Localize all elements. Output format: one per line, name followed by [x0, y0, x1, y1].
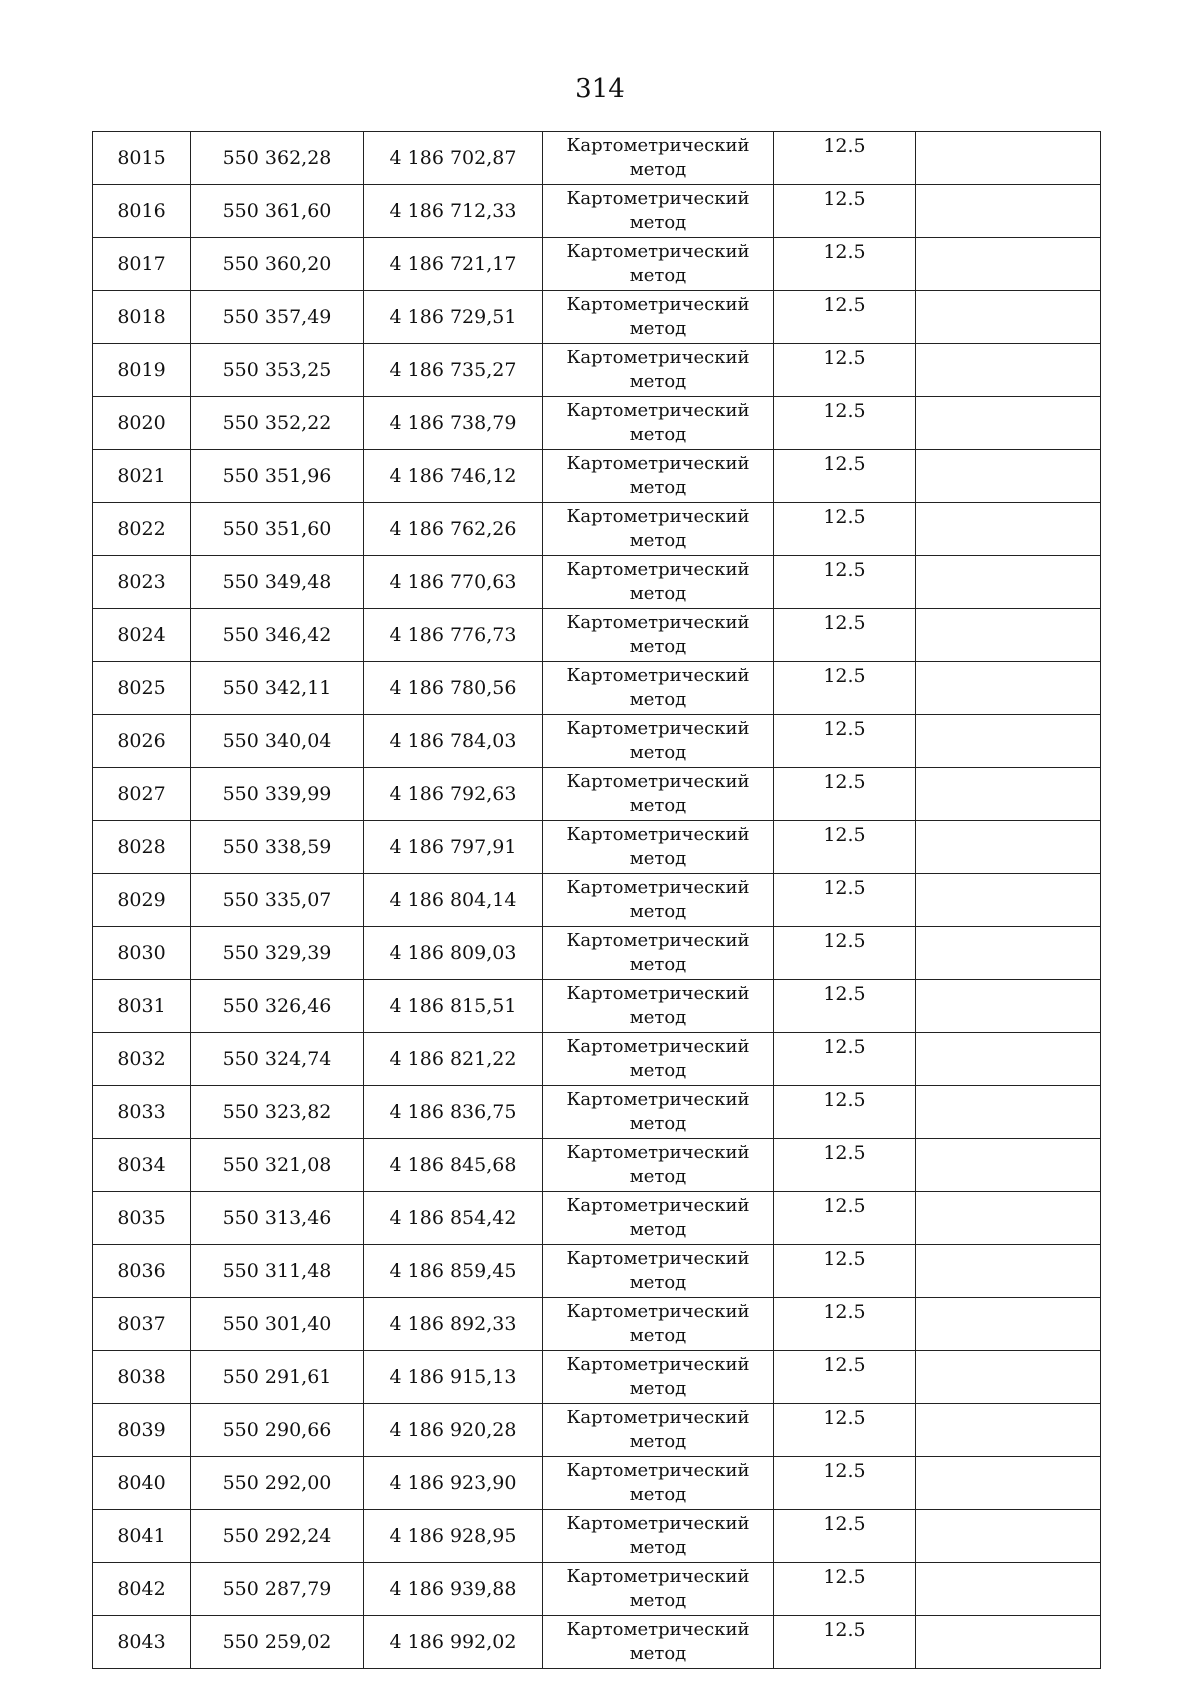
method-line-1: Картометрический — [566, 1566, 750, 1587]
y-coordinate-cell: 4 186 892,33 — [364, 1298, 543, 1351]
table-row — [93, 291, 1101, 344]
method-line-2: метод — [629, 371, 687, 392]
method-line-1: Картометрический — [566, 1619, 750, 1640]
x-coordinate-cell: 550 335,07 — [191, 874, 364, 927]
x-coordinate-cell: 550 351,60 — [191, 503, 364, 556]
method-line-2: метод — [629, 1007, 687, 1028]
method-cell — [543, 821, 774, 874]
method-line-1: Картометрический — [566, 983, 750, 1004]
method-line-2: метод — [629, 954, 687, 975]
note-cell — [916, 874, 1101, 927]
method-line-2: метод — [629, 1325, 687, 1346]
x-coordinate-cell: 550 301,40 — [191, 1298, 364, 1351]
method-line-2: метод — [629, 318, 687, 339]
method-line-1: Картометрический — [566, 1460, 750, 1481]
x-coordinate-cell: 550 329,39 — [191, 927, 364, 980]
accuracy-cell: 12.5 — [774, 556, 916, 609]
method-line-2: метод — [629, 1431, 687, 1452]
y-coordinate-cell: 4 186 797,91 — [364, 821, 543, 874]
y-coordinate-cell: 4 186 920,28 — [364, 1404, 543, 1457]
x-coordinate-cell: 550 291,61 — [191, 1351, 364, 1404]
point-number-cell: 8030 — [93, 927, 191, 980]
method-line-2: метод — [629, 583, 687, 604]
note-cell — [916, 1457, 1101, 1510]
note-cell — [916, 715, 1101, 768]
method-line-2: метод — [629, 424, 687, 445]
method-cell — [543, 874, 774, 927]
note-cell — [916, 1192, 1101, 1245]
method-cell — [543, 1192, 774, 1245]
note-cell — [916, 503, 1101, 556]
y-coordinate-cell: 4 186 859,45 — [364, 1245, 543, 1298]
method-line-1: Картометрический — [566, 1089, 750, 1110]
method-cell — [543, 1563, 774, 1616]
method-line-1: Картометрический — [566, 1354, 750, 1375]
x-coordinate-cell: 550 311,48 — [191, 1245, 364, 1298]
method-cell — [543, 927, 774, 980]
x-coordinate-cell: 550 340,04 — [191, 715, 364, 768]
accuracy-cell: 12.5 — [774, 238, 916, 291]
note-cell — [916, 980, 1101, 1033]
method-line-1: Картометрический — [566, 612, 750, 633]
point-number-cell: 8031 — [93, 980, 191, 1033]
method-line-1: Картометрический — [566, 347, 750, 368]
accuracy-cell: 12.5 — [774, 1351, 916, 1404]
accuracy-cell: 12.5 — [774, 1404, 916, 1457]
y-coordinate-cell: 4 186 821,22 — [364, 1033, 543, 1086]
note-cell — [916, 927, 1101, 980]
accuracy-cell: 12.5 — [774, 450, 916, 503]
note-cell — [916, 1298, 1101, 1351]
method-line-2: метод — [629, 159, 687, 180]
table-row — [93, 1563, 1101, 1616]
method-cell — [543, 1510, 774, 1563]
point-number-cell: 8037 — [93, 1298, 191, 1351]
note-cell — [916, 1510, 1101, 1563]
method-line-1: Картометрический — [566, 1248, 750, 1269]
method-line-1: Картометрический — [566, 1142, 750, 1163]
y-coordinate-cell: 4 186 735,27 — [364, 344, 543, 397]
table-row — [93, 132, 1101, 185]
point-number-cell: 8015 — [93, 132, 191, 185]
method-cell — [543, 1351, 774, 1404]
x-coordinate-cell: 550 361,60 — [191, 185, 364, 238]
note-cell — [916, 1351, 1101, 1404]
y-coordinate-cell: 4 186 792,63 — [364, 768, 543, 821]
y-coordinate-cell: 4 186 928,95 — [364, 1510, 543, 1563]
method-cell — [543, 397, 774, 450]
method-line-1: Картометрический — [566, 718, 750, 739]
note-cell — [916, 1033, 1101, 1086]
table-row — [93, 1139, 1101, 1192]
x-coordinate-cell: 550 259,02 — [191, 1616, 364, 1669]
point-number-cell: 8039 — [93, 1404, 191, 1457]
table-row — [93, 768, 1101, 821]
method-cell — [543, 185, 774, 238]
table-row — [93, 1033, 1101, 1086]
accuracy-cell: 12.5 — [774, 1033, 916, 1086]
method-cell — [543, 1298, 774, 1351]
y-coordinate-cell: 4 186 845,68 — [364, 1139, 543, 1192]
x-coordinate-cell: 550 342,11 — [191, 662, 364, 715]
table-row — [93, 185, 1101, 238]
method-line-1: Картометрический — [566, 771, 750, 792]
x-coordinate-cell: 550 292,00 — [191, 1457, 364, 1510]
x-coordinate-cell: 550 338,59 — [191, 821, 364, 874]
y-coordinate-cell: 4 186 923,90 — [364, 1457, 543, 1510]
y-coordinate-cell: 4 186 780,56 — [364, 662, 543, 715]
page-number: 314 — [575, 74, 625, 104]
method-line-1: Картометрический — [566, 559, 750, 580]
x-coordinate-cell: 550 323,82 — [191, 1086, 364, 1139]
table-row — [93, 1192, 1101, 1245]
accuracy-cell: 12.5 — [774, 397, 916, 450]
method-line-1: Картометрический — [566, 877, 750, 898]
method-line-1: Картометрический — [566, 453, 750, 474]
method-line-1: Картометрический — [566, 1513, 750, 1534]
x-coordinate-cell: 550 292,24 — [191, 1510, 364, 1563]
method-line-2: метод — [629, 1590, 687, 1611]
table-row — [93, 927, 1101, 980]
method-line-2: метод — [629, 1113, 687, 1134]
x-coordinate-cell: 550 362,28 — [191, 132, 364, 185]
y-coordinate-cell: 4 186 939,88 — [364, 1563, 543, 1616]
method-line-2: метод — [629, 1166, 687, 1187]
x-coordinate-cell: 550 352,22 — [191, 397, 364, 450]
point-number-cell: 8026 — [93, 715, 191, 768]
method-line-2: метод — [629, 1378, 687, 1399]
method-line-2: метод — [629, 848, 687, 869]
method-cell — [543, 1616, 774, 1669]
y-coordinate-cell: 4 186 712,33 — [364, 185, 543, 238]
method-cell — [543, 980, 774, 1033]
y-coordinate-cell: 4 186 738,79 — [364, 397, 543, 450]
table-row — [93, 1351, 1101, 1404]
accuracy-cell: 12.5 — [774, 1192, 916, 1245]
accuracy-cell: 12.5 — [774, 1245, 916, 1298]
method-line-1: Картометрический — [566, 824, 750, 845]
note-cell — [916, 397, 1101, 450]
y-coordinate-cell: 4 186 729,51 — [364, 291, 543, 344]
accuracy-cell: 12.5 — [774, 1563, 916, 1616]
method-cell — [543, 1139, 774, 1192]
method-cell — [543, 609, 774, 662]
x-coordinate-cell: 550 349,48 — [191, 556, 364, 609]
y-coordinate-cell: 4 186 784,03 — [364, 715, 543, 768]
method-line-1: Картометрический — [566, 1195, 750, 1216]
method-line-2: метод — [629, 1537, 687, 1558]
accuracy-cell: 12.5 — [774, 1086, 916, 1139]
accuracy-cell: 12.5 — [774, 609, 916, 662]
method-line-1: Картометрический — [566, 400, 750, 421]
accuracy-cell: 12.5 — [774, 132, 916, 185]
method-line-1: Картометрический — [566, 241, 750, 262]
note-cell — [916, 609, 1101, 662]
table-row — [93, 1086, 1101, 1139]
x-coordinate-cell: 550 321,08 — [191, 1139, 364, 1192]
point-number-cell: 8043 — [93, 1616, 191, 1669]
y-coordinate-cell: 4 186 804,14 — [364, 874, 543, 927]
x-coordinate-cell: 550 326,46 — [191, 980, 364, 1033]
accuracy-cell: 12.5 — [774, 1510, 916, 1563]
accuracy-cell: 12.5 — [774, 874, 916, 927]
coordinates-table — [92, 131, 1101, 1669]
point-number-cell: 8024 — [93, 609, 191, 662]
method-line-2: метод — [629, 1060, 687, 1081]
table-row — [93, 1298, 1101, 1351]
point-number-cell: 8041 — [93, 1510, 191, 1563]
method-line-1: Картометрический — [566, 294, 750, 315]
note-cell — [916, 238, 1101, 291]
point-number-cell: 8016 — [93, 185, 191, 238]
method-cell — [543, 1245, 774, 1298]
point-number-cell: 8017 — [93, 238, 191, 291]
accuracy-cell: 12.5 — [774, 1139, 916, 1192]
note-cell — [916, 662, 1101, 715]
method-cell — [543, 662, 774, 715]
note-cell — [916, 821, 1101, 874]
table-row — [93, 556, 1101, 609]
point-number-cell: 8029 — [93, 874, 191, 927]
point-number-cell: 8032 — [93, 1033, 191, 1086]
method-line-2: метод — [629, 795, 687, 816]
table-row — [93, 609, 1101, 662]
x-coordinate-cell: 550 357,49 — [191, 291, 364, 344]
table-row — [93, 1404, 1101, 1457]
table-row — [93, 1245, 1101, 1298]
method-cell — [543, 503, 774, 556]
accuracy-cell: 12.5 — [774, 185, 916, 238]
method-cell — [543, 1404, 774, 1457]
y-coordinate-cell: 4 186 992,02 — [364, 1616, 543, 1669]
accuracy-cell: 12.5 — [774, 1457, 916, 1510]
method-line-1: Картометрический — [566, 1036, 750, 1057]
accuracy-cell: 12.5 — [774, 662, 916, 715]
accuracy-cell: 12.5 — [774, 1616, 916, 1669]
y-coordinate-cell: 4 186 702,87 — [364, 132, 543, 185]
method-line-2: метод — [629, 901, 687, 922]
point-number-cell: 8025 — [93, 662, 191, 715]
method-line-2: метод — [629, 212, 687, 233]
accuracy-cell: 12.5 — [774, 927, 916, 980]
method-line-2: метод — [629, 1484, 687, 1505]
note-cell — [916, 185, 1101, 238]
method-cell — [543, 450, 774, 503]
note-cell — [916, 450, 1101, 503]
point-number-cell: 8042 — [93, 1563, 191, 1616]
point-number-cell: 8034 — [93, 1139, 191, 1192]
x-coordinate-cell: 550 351,96 — [191, 450, 364, 503]
method-cell — [543, 1033, 774, 1086]
x-coordinate-cell: 550 290,66 — [191, 1404, 364, 1457]
point-number-cell: 8028 — [93, 821, 191, 874]
table-row — [93, 874, 1101, 927]
method-line-2: метод — [629, 477, 687, 498]
table-row — [93, 1616, 1101, 1669]
accuracy-cell: 12.5 — [774, 768, 916, 821]
table-row — [93, 503, 1101, 556]
method-line-1: Картометрический — [566, 506, 750, 527]
note-cell — [916, 132, 1101, 185]
note-cell — [916, 291, 1101, 344]
method-line-2: метод — [629, 265, 687, 286]
table-row — [93, 397, 1101, 450]
x-coordinate-cell: 550 287,79 — [191, 1563, 364, 1616]
point-number-cell: 8019 — [93, 344, 191, 397]
note-cell — [916, 344, 1101, 397]
accuracy-cell: 12.5 — [774, 715, 916, 768]
accuracy-cell: 12.5 — [774, 344, 916, 397]
point-number-cell: 8023 — [93, 556, 191, 609]
method-line-1: Картометрический — [566, 188, 750, 209]
point-number-cell: 8027 — [93, 768, 191, 821]
table-row — [93, 344, 1101, 397]
table-row — [93, 238, 1101, 291]
point-number-cell: 8036 — [93, 1245, 191, 1298]
table-row — [93, 1457, 1101, 1510]
method-line-1: Картометрический — [566, 665, 750, 686]
method-cell — [543, 715, 774, 768]
y-coordinate-cell: 4 186 770,63 — [364, 556, 543, 609]
method-cell — [543, 1457, 774, 1510]
x-coordinate-cell: 550 339,99 — [191, 768, 364, 821]
x-coordinate-cell: 550 360,20 — [191, 238, 364, 291]
method-line-1: Картометрический — [566, 1301, 750, 1322]
note-cell — [916, 556, 1101, 609]
method-cell — [543, 1086, 774, 1139]
y-coordinate-cell: 4 186 762,26 — [364, 503, 543, 556]
table-row — [93, 821, 1101, 874]
method-line-1: Картометрический — [566, 1407, 750, 1428]
y-coordinate-cell: 4 186 721,17 — [364, 238, 543, 291]
table-row — [93, 662, 1101, 715]
x-coordinate-cell: 550 324,74 — [191, 1033, 364, 1086]
method-line-2: метод — [629, 530, 687, 551]
note-cell — [916, 1245, 1101, 1298]
point-number-cell: 8033 — [93, 1086, 191, 1139]
note-cell — [916, 1404, 1101, 1457]
y-coordinate-cell: 4 186 809,03 — [364, 927, 543, 980]
method-line-2: метод — [629, 636, 687, 657]
method-line-2: метод — [629, 742, 687, 763]
x-coordinate-cell: 550 313,46 — [191, 1192, 364, 1245]
y-coordinate-cell: 4 186 854,42 — [364, 1192, 543, 1245]
accuracy-cell: 12.5 — [774, 821, 916, 874]
coordinates-table-body — [93, 132, 1101, 1669]
x-coordinate-cell: 550 353,25 — [191, 344, 364, 397]
note-cell — [916, 1563, 1101, 1616]
y-coordinate-cell: 4 186 836,75 — [364, 1086, 543, 1139]
point-number-cell: 8038 — [93, 1351, 191, 1404]
point-number-cell: 8020 — [93, 397, 191, 450]
note-cell — [916, 1086, 1101, 1139]
table-row — [93, 1510, 1101, 1563]
y-coordinate-cell: 4 186 746,12 — [364, 450, 543, 503]
accuracy-cell: 12.5 — [774, 1298, 916, 1351]
accuracy-cell: 12.5 — [774, 980, 916, 1033]
y-coordinate-cell: 4 186 815,51 — [364, 980, 543, 1033]
method-cell — [543, 556, 774, 609]
method-cell — [543, 291, 774, 344]
point-number-cell: 8022 — [93, 503, 191, 556]
method-line-2: метод — [629, 1219, 687, 1240]
table-row — [93, 450, 1101, 503]
accuracy-cell: 12.5 — [774, 291, 916, 344]
method-cell — [543, 768, 774, 821]
note-cell — [916, 1616, 1101, 1669]
x-coordinate-cell: 550 346,42 — [191, 609, 364, 662]
y-coordinate-cell: 4 186 915,13 — [364, 1351, 543, 1404]
table-row — [93, 980, 1101, 1033]
method-cell — [543, 238, 774, 291]
note-cell — [916, 1139, 1101, 1192]
method-cell — [543, 344, 774, 397]
method-line-2: метод — [629, 1643, 687, 1664]
method-line-1: Картометрический — [566, 135, 750, 156]
method-line-2: метод — [629, 689, 687, 710]
method-line-2: метод — [629, 1272, 687, 1293]
method-line-1: Картометрический — [566, 930, 750, 951]
point-number-cell: 8018 — [93, 291, 191, 344]
table-row — [93, 715, 1101, 768]
note-cell — [916, 768, 1101, 821]
point-number-cell: 8021 — [93, 450, 191, 503]
point-number-cell: 8040 — [93, 1457, 191, 1510]
y-coordinate-cell: 4 186 776,73 — [364, 609, 543, 662]
point-number-cell: 8035 — [93, 1192, 191, 1245]
accuracy-cell: 12.5 — [774, 503, 916, 556]
method-cell — [543, 132, 774, 185]
